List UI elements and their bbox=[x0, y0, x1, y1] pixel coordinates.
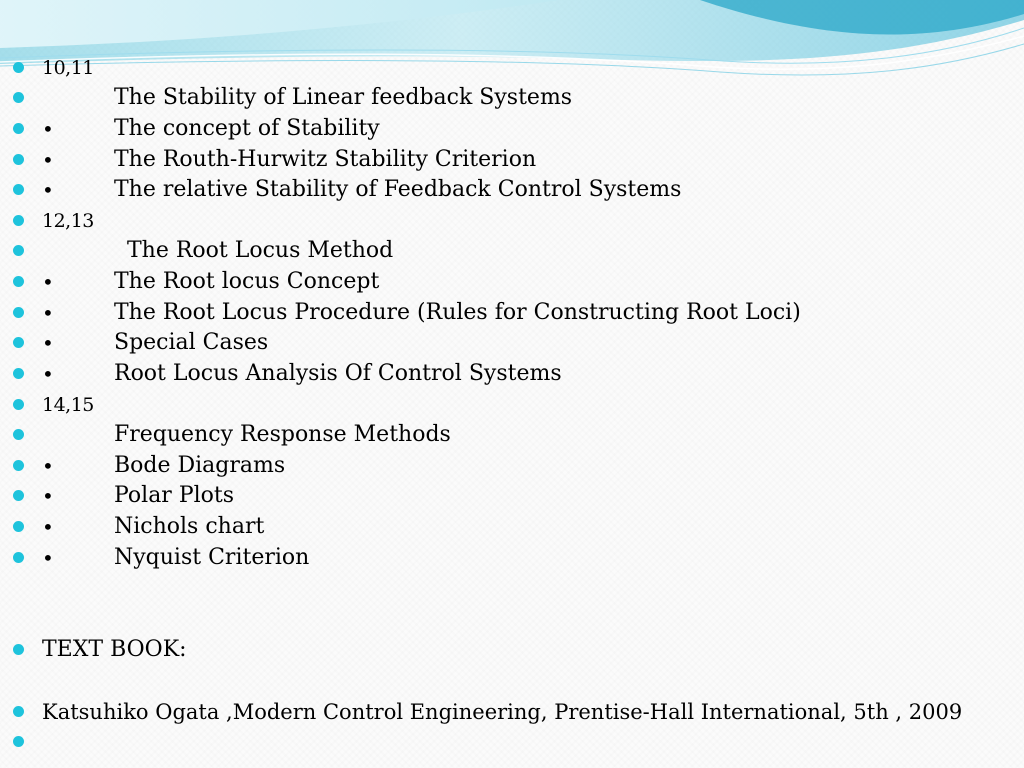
topic-text: The Root Locus Procedure (Rules for Constructing Root Loci) bbox=[114, 300, 801, 325]
list-item bbox=[0, 481, 1024, 511]
topic-text: Polar Plots bbox=[114, 483, 235, 508]
list-item bbox=[0, 512, 1024, 542]
bullet-icon bbox=[13, 154, 24, 165]
list-item bbox=[0, 328, 1024, 358]
list-item bbox=[0, 420, 1024, 450]
topic-heading: The Stability of Linear feedback Systems bbox=[114, 85, 573, 110]
bullet-icon bbox=[13, 490, 24, 501]
sub-bullet: • bbox=[42, 301, 54, 325]
bullet-icon bbox=[13, 215, 24, 226]
list-item bbox=[0, 53, 1024, 83]
sub-bullet: • bbox=[42, 117, 54, 141]
list-item bbox=[0, 635, 1024, 665]
sub-bullet: • bbox=[42, 515, 54, 539]
list-item bbox=[0, 298, 1024, 328]
bullet-icon bbox=[13, 736, 24, 747]
sub-bullet: • bbox=[42, 454, 54, 478]
bullet-icon bbox=[13, 276, 24, 287]
list-item bbox=[0, 114, 1024, 144]
topic-text: Root Locus Analysis Of Control Systems bbox=[114, 361, 562, 386]
bullet-icon bbox=[13, 460, 24, 471]
list-item bbox=[0, 390, 1024, 420]
lecture-numbers: 12,13 bbox=[42, 210, 94, 232]
topic-heading: Frequency Response Methods bbox=[114, 422, 451, 447]
list-item bbox=[0, 145, 1024, 175]
topic-text: Nyquist Criterion bbox=[114, 545, 310, 570]
topic-text: The Routh-Hurwitz Stability Criterion bbox=[114, 147, 537, 172]
sub-bullet: • bbox=[42, 362, 54, 386]
bullet-icon bbox=[13, 521, 24, 532]
list-item bbox=[0, 451, 1024, 481]
sub-bullet: • bbox=[42, 484, 54, 508]
lecture-numbers: 10,11 bbox=[42, 57, 94, 79]
topic-text: The relative Stability of Feedback Control Systems bbox=[114, 177, 682, 202]
bullet-icon bbox=[13, 368, 24, 379]
topic-text: The Root locus Concept bbox=[114, 269, 380, 294]
topic-text: The concept of Stability bbox=[114, 116, 380, 141]
sub-bullet: • bbox=[42, 148, 54, 172]
bullet-icon bbox=[13, 399, 24, 410]
bullet-icon bbox=[13, 245, 24, 256]
topic-text: Special Cases bbox=[114, 330, 269, 355]
topic-text: Bode Diagrams bbox=[114, 453, 286, 478]
bullet-icon bbox=[13, 337, 24, 348]
topic-heading: The Root Locus Method bbox=[127, 238, 394, 263]
list-item bbox=[0, 175, 1024, 205]
bullet-icon bbox=[13, 429, 24, 440]
bullet-icon bbox=[13, 552, 24, 563]
bullet-icon bbox=[13, 184, 24, 195]
sub-bullet: • bbox=[42, 270, 54, 294]
textbook-label: TEXT BOOK: bbox=[42, 637, 187, 662]
sub-bullet: • bbox=[42, 178, 54, 202]
list-item bbox=[0, 267, 1024, 297]
list-item bbox=[0, 83, 1024, 113]
bullet-icon bbox=[13, 92, 24, 103]
sub-bullet: • bbox=[42, 546, 54, 570]
list-item bbox=[0, 543, 1024, 573]
bullet-icon bbox=[13, 123, 24, 134]
list-item bbox=[0, 206, 1024, 236]
lecture-numbers: 14,15 bbox=[42, 394, 94, 416]
textbook-reference: Katsuhiko Ogata ,Modern Control Engineering, Prentise-Hall International, 5th , 2009 bbox=[42, 700, 963, 724]
sub-bullet: • bbox=[42, 331, 54, 355]
bullet-icon bbox=[13, 62, 24, 73]
list-item bbox=[0, 727, 1024, 757]
bullet-icon bbox=[13, 307, 24, 318]
list-item bbox=[0, 697, 1024, 727]
bullet-icon bbox=[13, 644, 24, 655]
bullet-icon bbox=[13, 706, 24, 717]
list-item bbox=[0, 236, 1024, 266]
list-item bbox=[0, 359, 1024, 389]
topic-text: Nichols chart bbox=[114, 514, 265, 539]
